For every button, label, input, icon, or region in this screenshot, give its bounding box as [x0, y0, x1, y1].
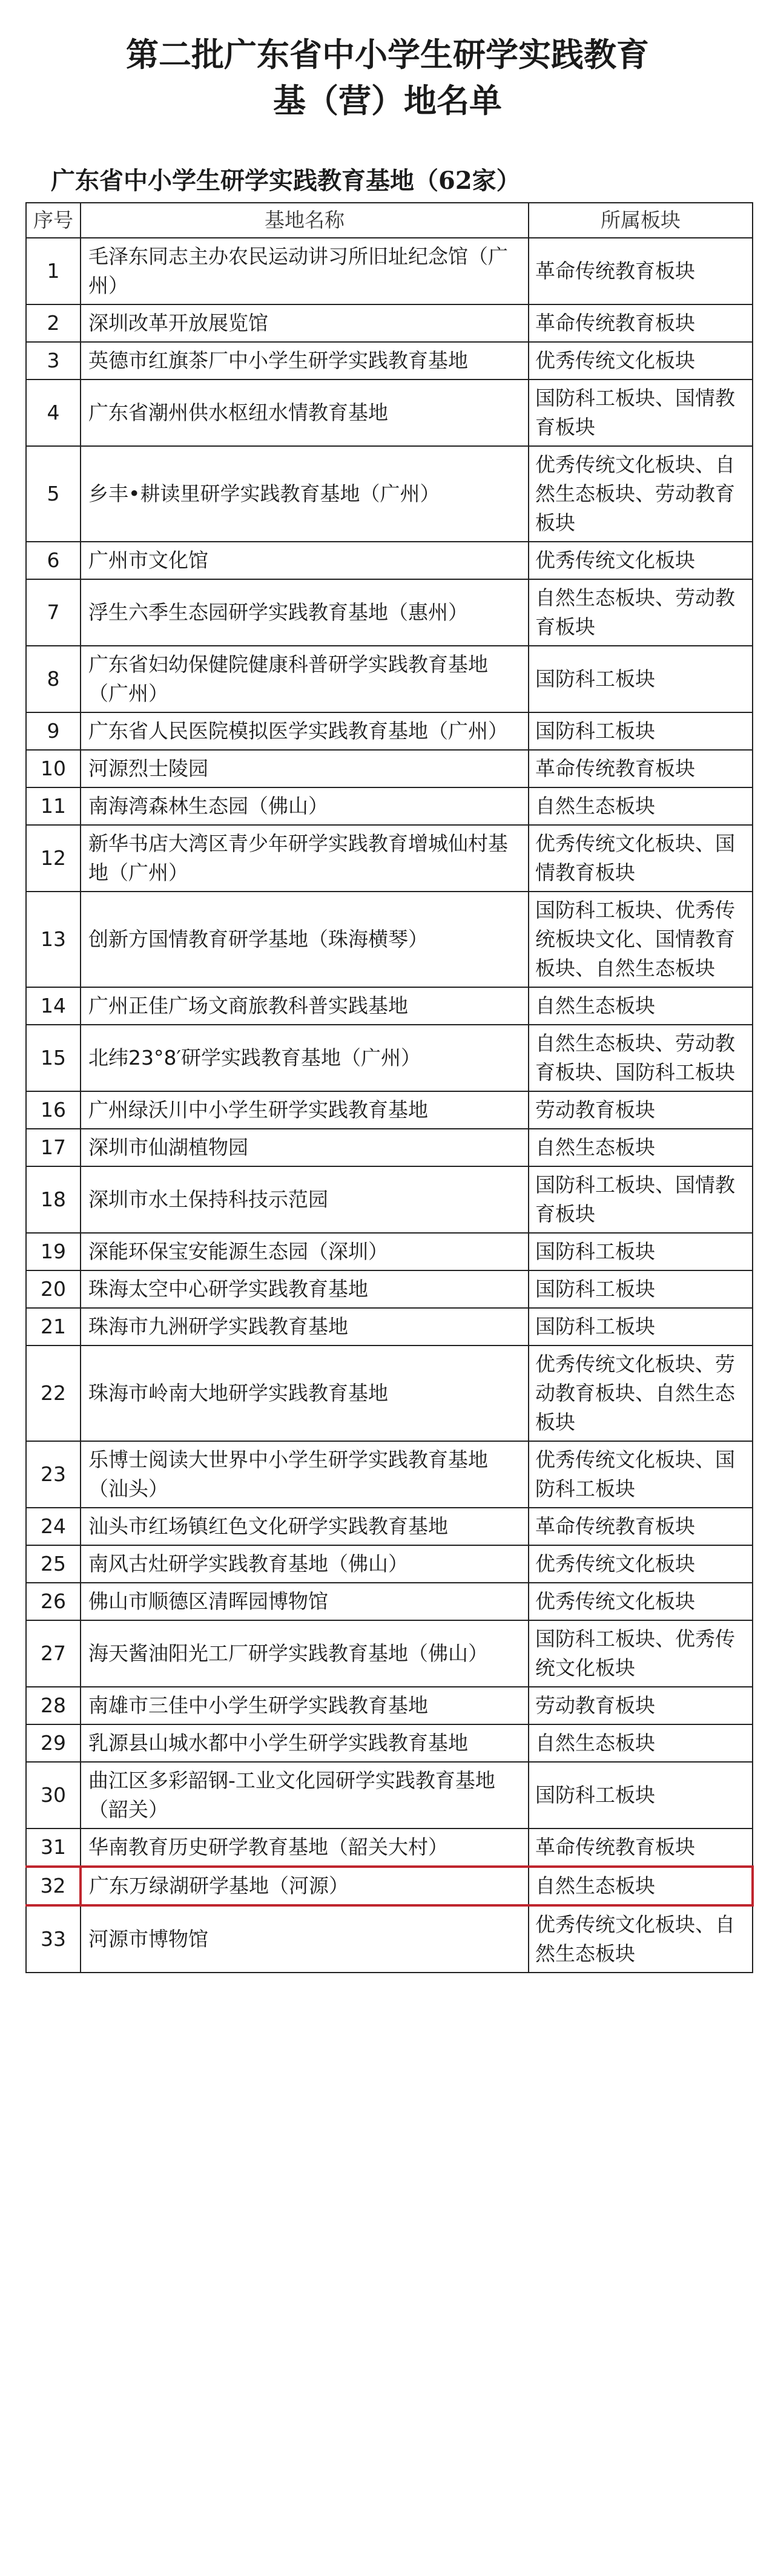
- row-category: 国防科工板块: [529, 1270, 753, 1308]
- row-name: 广东省妇幼保健院健康科普研学实践教育基地（广州）: [81, 646, 529, 712]
- row-no: 28: [26, 1687, 81, 1724]
- row-no: 22: [26, 1346, 81, 1441]
- row-name: 广东省人民医院模拟医学实践教育基地（广州）: [81, 712, 529, 750]
- row-category: 国防科工板块: [529, 1233, 753, 1270]
- table-row: [26, 646, 753, 712]
- table-row: [26, 342, 753, 380]
- row-name: 英德市红旗茶厂中小学生研学实践教育基地: [81, 342, 529, 380]
- document-title: [0, 0, 775, 123]
- row-no: 24: [26, 1508, 81, 1545]
- table-row: [26, 1441, 753, 1508]
- row-name: 南风古灶研学实践教育基地（佛山）: [81, 1545, 529, 1583]
- table-row: [26, 1762, 753, 1828]
- row-no: 11: [26, 787, 81, 825]
- row-no: 5: [26, 446, 81, 542]
- table-row: [26, 1583, 753, 1620]
- row-name: 广东省潮州供水枢纽水情教育基地: [81, 380, 529, 446]
- row-category: 革命传统教育板块: [529, 304, 753, 342]
- row-no: 7: [26, 579, 81, 646]
- row-category: 国防科工板块: [529, 1308, 753, 1346]
- row-category: 自然生态板块: [529, 1867, 753, 1905]
- row-category: 优秀传统文化板块、劳动教育板块、自然生态板块: [529, 1346, 753, 1441]
- row-no: 33: [26, 1905, 81, 1973]
- row-no: 12: [26, 825, 81, 892]
- row-name: 乐博士阅读大世界中小学生研学实践教育基地（汕头）: [81, 1441, 529, 1508]
- table-row: [26, 787, 753, 825]
- table-row: [26, 1166, 753, 1233]
- row-no: 14: [26, 987, 81, 1025]
- row-category: 国防科工板块: [529, 646, 753, 712]
- row-category: 优秀传统文化板块: [529, 542, 753, 579]
- row-no: 23: [26, 1441, 81, 1508]
- table-row: [26, 1129, 753, 1166]
- row-name: 珠海太空中心研学实践教育基地: [81, 1270, 529, 1308]
- table-row: [26, 238, 753, 304]
- row-no: 27: [26, 1620, 81, 1687]
- row-no: 6: [26, 542, 81, 579]
- table-row: [26, 542, 753, 579]
- row-category: 国防科工板块、优秀传统文化板块: [529, 1620, 753, 1687]
- table-row: [26, 750, 753, 787]
- row-name: 广州正佳广场文商旅教科普实践基地: [81, 987, 529, 1025]
- row-name: 新华书店大湾区青少年研学实践教育增城仙村基地（广州）: [81, 825, 529, 892]
- table-body: [26, 238, 753, 1973]
- row-category: 革命传统教育板块: [529, 1828, 753, 1867]
- table-row: [26, 1545, 753, 1583]
- table-row: [26, 1620, 753, 1687]
- row-category: 优秀传统文化板块: [529, 1545, 753, 1583]
- row-category: 劳动教育板块: [529, 1687, 753, 1724]
- row-no: 19: [26, 1233, 81, 1270]
- row-category: 自然生态板块: [529, 987, 753, 1025]
- table-row: [26, 1867, 753, 1905]
- row-name: 广州市文化馆: [81, 542, 529, 579]
- row-no: 1: [26, 238, 81, 304]
- bases-table: [25, 202, 754, 1973]
- row-name: 广州绿沃川中小学生研学实践教育基地: [81, 1091, 529, 1129]
- row-no: 20: [26, 1270, 81, 1308]
- row-name: 南海湾森林生态园（佛山）: [81, 787, 529, 825]
- row-name: 珠海市九洲研学实践教育基地: [81, 1308, 529, 1346]
- row-no: 17: [26, 1129, 81, 1166]
- row-category: 革命传统教育板块: [529, 750, 753, 787]
- table-row: [26, 825, 753, 892]
- row-category: 优秀传统文化板块、自然生态板块: [529, 1905, 753, 1973]
- row-name: 深能环保宝安能源生态园（深圳）: [81, 1233, 529, 1270]
- row-name: 乳源县山城水都中小学生研学实践教育基地: [81, 1724, 529, 1762]
- row-name: 汕头市红场镇红色文化研学实践教育基地: [81, 1508, 529, 1545]
- table-row: [26, 1233, 753, 1270]
- row-name: 佛山市顺德区清晖园博物馆: [81, 1583, 529, 1620]
- row-no: 30: [26, 1762, 81, 1828]
- row-category: 劳动教育板块: [529, 1091, 753, 1129]
- row-category: 革命传统教育板块: [529, 238, 753, 304]
- table-row: [26, 304, 753, 342]
- row-category: 自然生态板块: [529, 1129, 753, 1166]
- row-category: 优秀传统文化板块、国防科工板块: [529, 1441, 753, 1508]
- row-no: 21: [26, 1308, 81, 1346]
- row-name: 浮生六季生态园研学实践教育基地（惠州）: [81, 579, 529, 646]
- header-no: 序号: [26, 203, 81, 238]
- row-name: 深圳改革开放展览馆: [81, 304, 529, 342]
- row-category: 优秀传统文化板块、自然生态板块、劳动教育板块: [529, 446, 753, 542]
- row-category: 国防科工板块: [529, 1762, 753, 1828]
- row-category: 国防科工板块: [529, 712, 753, 750]
- table-row: [26, 446, 753, 542]
- section-title: 广东省中小学生研学实践教育基地（62家）: [51, 166, 521, 195]
- table-row: [26, 987, 753, 1025]
- row-name: 河源市博物馆: [81, 1905, 529, 1973]
- table-row: [26, 1091, 753, 1129]
- title-line-1: 第二批广东省中小学生研学实践教育: [126, 35, 649, 74]
- row-name: 南雄市三佳中小学生研学实践教育基地: [81, 1687, 529, 1724]
- table-row: [26, 579, 753, 646]
- row-name: 深圳市水土保持科技示范园: [81, 1166, 529, 1233]
- table-row: [26, 712, 753, 750]
- row-name: 创新方国情教育研学基地（珠海横琴）: [81, 892, 529, 987]
- table-row: [26, 892, 753, 987]
- row-no: 3: [26, 342, 81, 380]
- table-row: [26, 1828, 753, 1867]
- row-name: 华南教育历史研学教育基地（韶关大村）: [81, 1828, 529, 1867]
- row-no: 29: [26, 1724, 81, 1762]
- row-no: 8: [26, 646, 81, 712]
- table-row: [26, 1346, 753, 1441]
- row-category: 国防科工板块、国情教育板块: [529, 1166, 753, 1233]
- row-category: 优秀传统文化板块、国情教育板块: [529, 825, 753, 892]
- row-no: 16: [26, 1091, 81, 1129]
- row-no: 25: [26, 1545, 81, 1583]
- row-name: 深圳市仙湖植物园: [81, 1129, 529, 1166]
- row-category: 自然生态板块: [529, 787, 753, 825]
- row-no: 15: [26, 1025, 81, 1091]
- row-no: 13: [26, 892, 81, 987]
- row-name: 珠海市岭南大地研学实践教育基地: [81, 1346, 529, 1441]
- table-row: [26, 380, 753, 446]
- table-row: [26, 1687, 753, 1724]
- header-category: 所属板块: [529, 203, 753, 238]
- row-category: 国防科工板块、优秀传统板块文化、国情教育板块、自然生态板块: [529, 892, 753, 987]
- row-no: 10: [26, 750, 81, 787]
- row-no: 18: [26, 1166, 81, 1233]
- title-line-2: 基（营）地名单: [273, 81, 502, 120]
- row-category: 自然生态板块、劳动教育板块: [529, 579, 753, 646]
- row-no: 31: [26, 1828, 81, 1867]
- table-row: [26, 1270, 753, 1308]
- header-name: 基地名称: [81, 203, 529, 238]
- table-row: [26, 1308, 753, 1346]
- table-row: [26, 1724, 753, 1762]
- row-category: 革命传统教育板块: [529, 1508, 753, 1545]
- row-name: 广东万绿湖研学基地（河源）: [81, 1867, 529, 1905]
- table-row: [26, 1025, 753, 1091]
- row-category: 自然生态板块: [529, 1724, 753, 1762]
- row-no: 9: [26, 712, 81, 750]
- row-name: 海天酱油阳光工厂研学实践教育基地（佛山）: [81, 1620, 529, 1687]
- row-name: 北纬23°8′研学实践教育基地（广州）: [81, 1025, 529, 1091]
- table-header-row: [26, 203, 753, 238]
- table-row: [26, 1905, 753, 1973]
- row-no: 2: [26, 304, 81, 342]
- table-row: [26, 1508, 753, 1545]
- row-name: 河源烈士陵园: [81, 750, 529, 787]
- row-category: 优秀传统文化板块: [529, 1583, 753, 1620]
- row-category: 自然生态板块、劳动教育板块、国防科工板块: [529, 1025, 753, 1091]
- row-name: 乡丰•耕读里研学实践教育基地（广州）: [81, 446, 529, 542]
- row-no: 4: [26, 380, 81, 446]
- row-category: 国防科工板块、国情教育板块: [529, 380, 753, 446]
- row-name: 曲江区多彩韶钢-工业文化园研学实践教育基地（韶关）: [81, 1762, 529, 1828]
- row-category: 优秀传统文化板块: [529, 342, 753, 380]
- row-name: 毛泽东同志主办农民运动讲习所旧址纪念馆（广州）: [81, 238, 529, 304]
- row-no: 32: [26, 1867, 81, 1905]
- row-no: 26: [26, 1583, 81, 1620]
